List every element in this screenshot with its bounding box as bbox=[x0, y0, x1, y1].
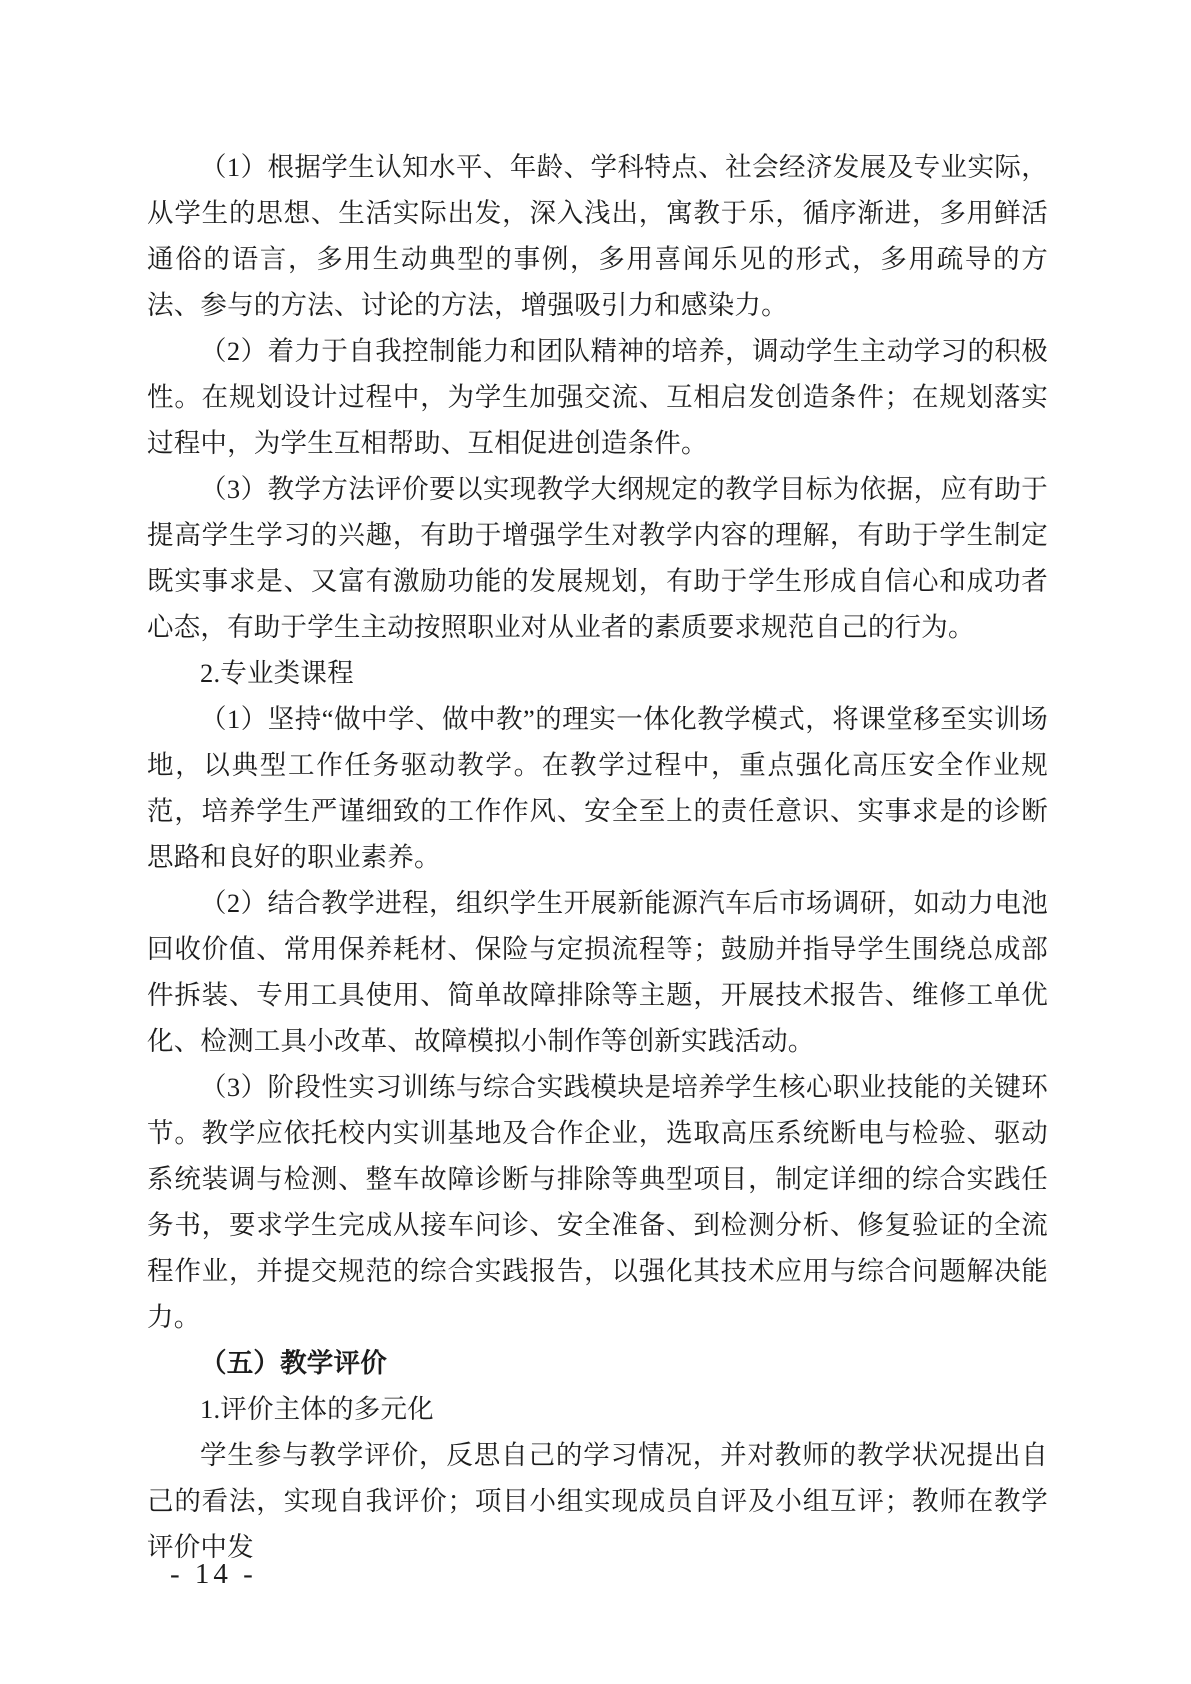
list-item-heading: 2.专业类课程 bbox=[200, 658, 354, 688]
body-paragraph: 学生参与教学评价，反思自己的学习情况，并对教师的教学状况提出自己的看法，实现自我评价；项目小组实现成员自评及小组互评；教师在教学评价中发 bbox=[147, 1440, 1048, 1562]
section-heading: （五）教学评价 bbox=[200, 1348, 387, 1378]
body-paragraph: （2）结合教学进程，组织学生开展新能源汽车后市场调研，如动力电池回收价值、常用保养耗材、保险与定损流程等；鼓励并指导学生围绕总成部件拆装、专用工具使用、简单故障排除等主题，开展技术报告、维修工单优化、检测工具小改革、故障模拟小制作等创新实践活动。 bbox=[147, 888, 1048, 1056]
body-paragraph: （1）坚持“做中学、做中教”的理实一体化教学模式，将课堂移至实训场地，以典型工作任务驱动教学。在教学过程中，重点强化高压安全作业规范，培养学生严谨细致的工作作风、安全至上的责任意识、实事求是的诊断思路和良好的职业素养。 bbox=[147, 704, 1048, 872]
page-number: - 14 - bbox=[170, 1558, 257, 1590]
body-paragraph: （2）着力于自我控制能力和团队精神的培养，调动学生主动学习的积极性。在规划设计过程中，为学生加强交流、互相启发创造条件；在规划落实过程中，为学生互相帮助、互相促进创造条件。 bbox=[147, 336, 1048, 458]
list-item-heading: 1.评价主体的多元化 bbox=[200, 1394, 434, 1424]
body-paragraph: （3）教学方法评价要以实现教学大纲规定的教学目标为依据，应有助于提高学生学习的兴趣，有助于增强学生对教学内容的理解，有助于学生制定既实事求是、又富有激励功能的发展规划，有助于学生形成自信心和成功者心态，有助于学生主动按照职业对从业者的素质要求规范自己的行为。 bbox=[147, 474, 1048, 642]
document-body bbox=[147, 144, 1048, 1570]
body-paragraph: （1）根据学生认知水平、年龄、学科特点、社会经济发展及专业实际，从学生的思想、生活实际出发，深入浅出，寓教于乐，循序渐进，多用鲜活通俗的语言，多用生动典型的事例，多用喜闻乐见的形式，多用疏导的方法、参与的方法、讨论的方法，增强吸引力和感染力。 bbox=[147, 152, 1048, 320]
body-paragraph: （3）阶段性实习训练与综合实践模块是培养学生核心职业技能的关键环节。教学应依托校内实训基地及合作企业，选取高压系统断电与检验、驱动系统装调与检测、整车故障诊断与排除等典型项目，制定详细的综合实践任务书，要求学生完成从接车问诊、安全准备、到检测分析、修复验证的全流程作业，并提交规范的综合实践报告，以强化其技术应用与综合问题解决能力。 bbox=[147, 1072, 1048, 1332]
